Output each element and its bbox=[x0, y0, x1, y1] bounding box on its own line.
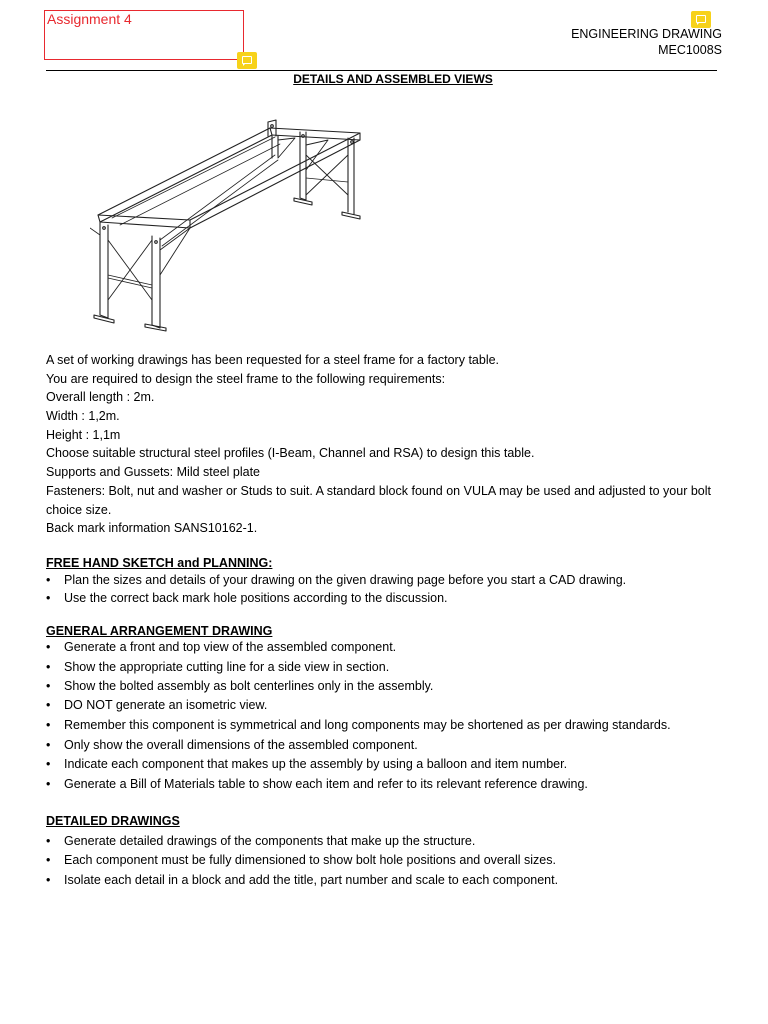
list-item: • Generate a front and top view of the assembled component. bbox=[46, 640, 397, 654]
steel-frame-isometric-drawing bbox=[90, 100, 370, 335]
document-title: DETAILS AND ASSEMBLED VIEWS bbox=[293, 72, 493, 86]
section-heading-sketch: FREE HAND SKETCH and PLANNING: bbox=[46, 556, 273, 570]
bullet-icon: • bbox=[46, 777, 51, 791]
bullet-icon: • bbox=[46, 738, 51, 752]
list-item: • Plan the sizes and details of your drawing on the given drawing page before you start a CAD drawing. bbox=[46, 573, 627, 587]
intro-line: You are required to design the steel frame to the following requirements: bbox=[46, 372, 446, 386]
bullet-icon: • bbox=[46, 834, 51, 848]
list-item: • Each component must be fully dimensioned to show bolt hole positions and overall sizes. bbox=[46, 853, 556, 867]
bullet-icon: • bbox=[46, 640, 51, 654]
bullet-icon: • bbox=[46, 698, 51, 712]
bullet-icon: • bbox=[46, 573, 51, 587]
intro-line: Choose suitable structural steel profiles (I-Beam, Channel and RSA) to design this table. bbox=[46, 446, 535, 460]
list-item: • Isolate each detail in a block and add the title, part number and scale to each component. bbox=[46, 873, 559, 887]
list-item: • DO NOT generate an isometric view. bbox=[46, 698, 268, 712]
list-item: • Show the bolted assembly as bolt centerlines only in the assembly. bbox=[46, 679, 434, 693]
comment-icon[interactable] bbox=[691, 11, 711, 28]
bullet-icon: • bbox=[46, 679, 51, 693]
bullet-icon: • bbox=[46, 853, 51, 867]
intro-line: Back mark information SANS10162-1. bbox=[46, 521, 258, 535]
assignment-label: Assignment 4 bbox=[47, 11, 132, 27]
list-item: • Show the appropriate cutting line for a side view in section. bbox=[46, 660, 390, 674]
intro-line: A set of working drawings has been requested for a steel frame for a factory table. bbox=[46, 353, 500, 367]
section-heading-general-arrangement: GENERAL ARRANGEMENT DRAWING bbox=[46, 624, 273, 638]
list-item: • Indicate each component that makes up the assembly by using a balloon and item number. bbox=[46, 757, 568, 771]
intro-line: choice size. bbox=[46, 503, 112, 517]
intro-line: Overall length : 2m. bbox=[46, 390, 155, 404]
bullet-icon: • bbox=[46, 757, 51, 771]
intro-line: Height : 1,1m bbox=[46, 428, 121, 442]
bullet-icon: • bbox=[46, 591, 51, 605]
comment-icon[interactable] bbox=[237, 52, 257, 69]
section-heading-detailed-drawings: DETAILED DRAWINGS bbox=[46, 814, 180, 828]
course-title: ENGINEERING DRAWING bbox=[571, 27, 722, 41]
list-item: • Generate a Bill of Materials table to show each item and refer to its relevant reference drawing. bbox=[46, 777, 588, 791]
header-divider bbox=[46, 70, 717, 71]
bullet-icon: • bbox=[46, 718, 51, 732]
list-item: • Remember this component is symmetrical and long components may be shortened as per drawing standards. bbox=[46, 718, 671, 732]
list-item: • Generate detailed drawings of the components that make up the structure. bbox=[46, 834, 476, 848]
list-item: • Use the correct back mark hole positions according to the discussion. bbox=[46, 591, 448, 605]
intro-line: Supports and Gussets: Mild steel plate bbox=[46, 465, 261, 479]
intro-line: Width : 1,2m. bbox=[46, 409, 120, 423]
course-code: MEC1008S bbox=[658, 43, 722, 57]
list-item: • Only show the overall dimensions of the assembled component. bbox=[46, 738, 418, 752]
bullet-icon: • bbox=[46, 873, 51, 887]
intro-line: Fasteners: Bolt, nut and washer or Studs to suit. A standard block found on VULA may be used and adjusted to your bolt bbox=[46, 484, 711, 498]
bullet-icon: • bbox=[46, 660, 51, 674]
